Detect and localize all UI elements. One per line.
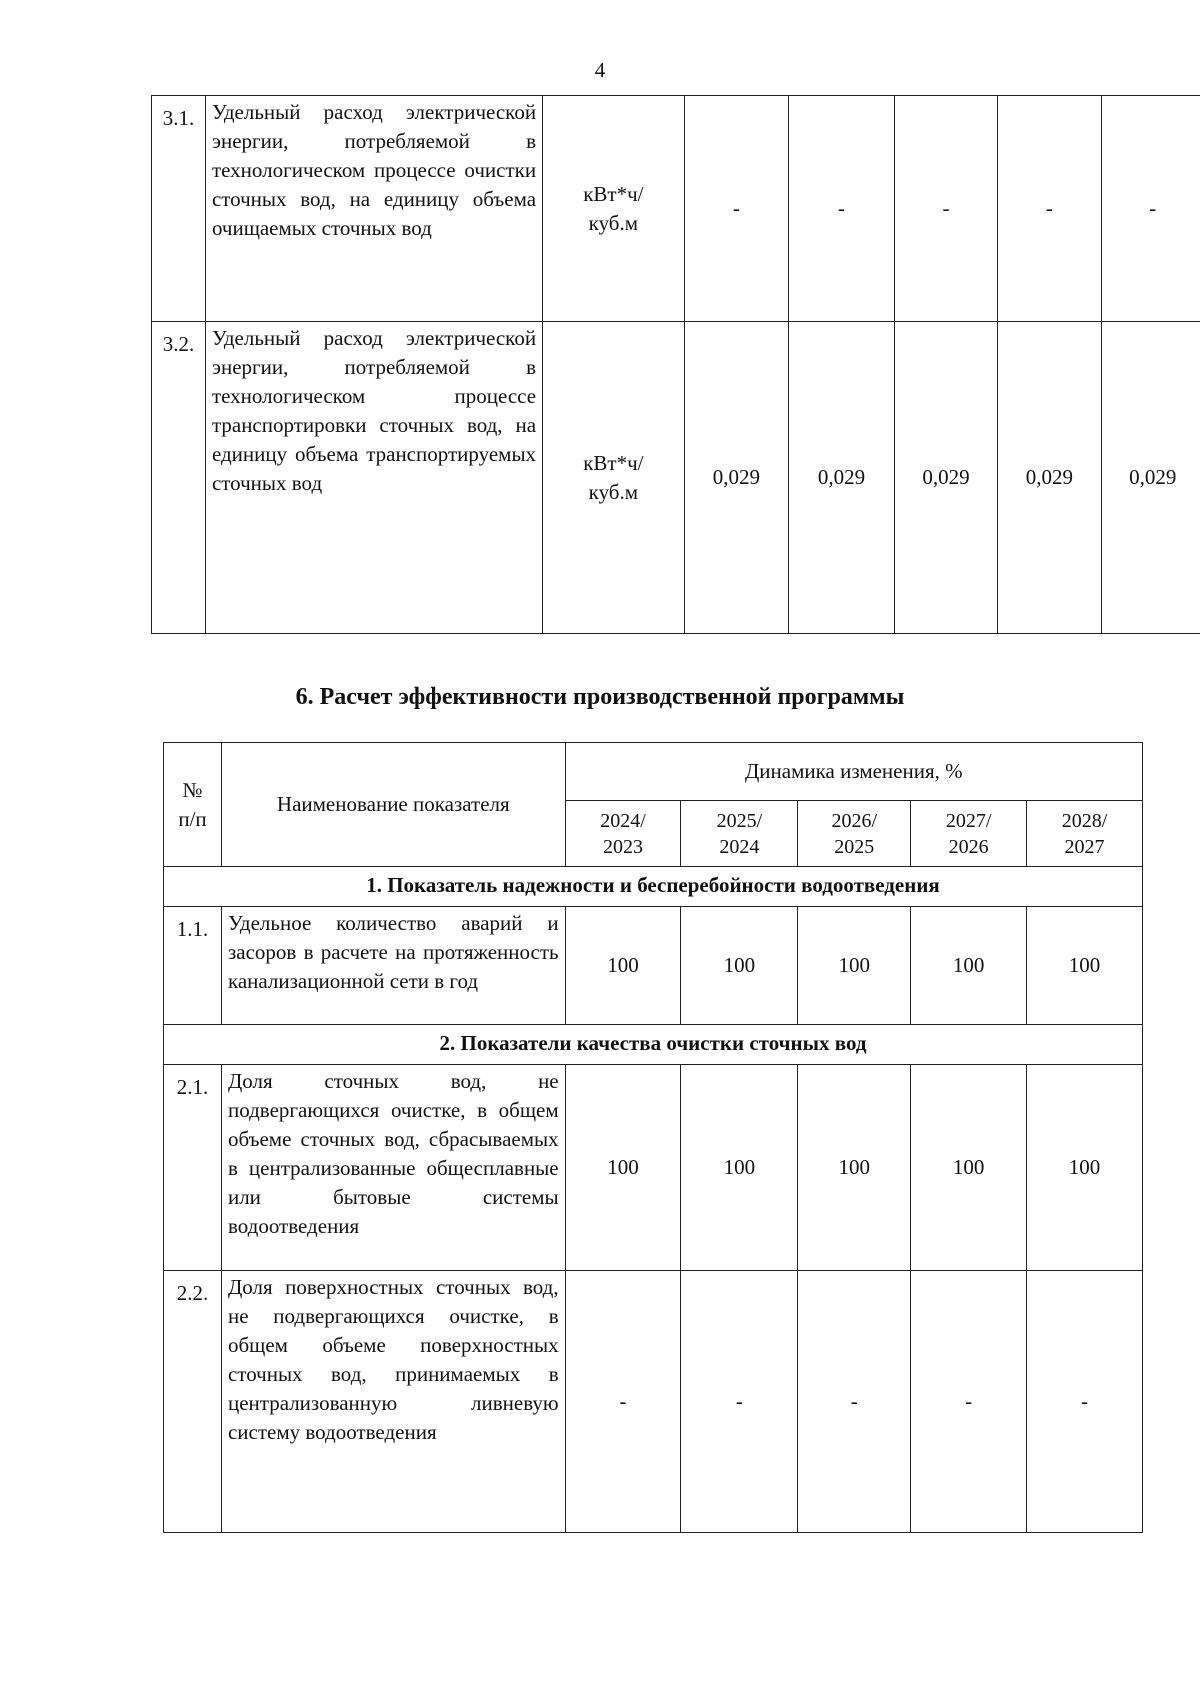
year-top: 2027/	[945, 809, 992, 832]
year-bottom: 2024	[719, 835, 760, 858]
value-cell: 100	[1027, 906, 1143, 1024]
value-cell: -	[998, 96, 1101, 322]
section-title: 6. Расчет эффективности производственной программы	[295, 684, 905, 710]
value-cell: 100	[681, 906, 798, 1024]
value-cell: 0,029	[998, 322, 1101, 634]
indicator-name: Удельный расход электрической энергии, потребляемой в технологическом процессе транспортировки сточных вод, на единицу объема транспортируемых сточных вод	[205, 322, 542, 634]
value-cell: 100	[798, 906, 911, 1024]
value-cell: 100	[565, 906, 681, 1024]
year-top: 2028/	[1061, 809, 1108, 832]
table-row	[152, 322, 1200, 634]
value-cell: -	[1101, 96, 1200, 322]
value-cell: 100	[681, 1064, 798, 1270]
value-cell: -	[798, 1270, 911, 1532]
table-row	[164, 1270, 1143, 1532]
year-top: 2026/	[831, 809, 878, 832]
energy-consumption-table	[151, 95, 1200, 634]
value-cell: -	[684, 96, 789, 322]
header-year	[565, 801, 681, 867]
value-cell: 100	[911, 906, 1027, 1024]
header-number-line: п/п	[178, 806, 207, 831]
year-bottom: 2025	[834, 835, 875, 858]
value-cell: -	[894, 96, 997, 322]
group-row	[164, 867, 1143, 907]
unit-line: куб.м	[588, 210, 639, 235]
value-cell: 100	[565, 1064, 681, 1270]
year-bottom: 2027	[1064, 835, 1105, 858]
value-cell: -	[565, 1270, 681, 1532]
header-year	[911, 801, 1027, 867]
group-row	[164, 1024, 1143, 1064]
header-year	[798, 801, 911, 867]
unit-line: кВт*ч/	[583, 181, 644, 206]
value-cell: 100	[1027, 1064, 1143, 1270]
header-number	[164, 743, 222, 867]
row-number: 3.1.	[152, 96, 206, 322]
year-bottom: 2023	[603, 835, 644, 858]
value-cell: 0,029	[894, 322, 997, 634]
year-bottom: 2026	[948, 835, 989, 858]
table-row	[164, 1064, 1143, 1270]
group-title: 1. Показатель надежности и бесперебойности водоотведения	[164, 867, 1143, 907]
row-number: 2.1.	[164, 1064, 222, 1270]
value-cell: 100	[798, 1064, 911, 1270]
value-cell: 100	[911, 1064, 1027, 1270]
unit-cell	[543, 96, 685, 322]
page-number: 4	[594, 58, 606, 82]
value-cell: -	[911, 1270, 1027, 1532]
value-cell: 0,029	[684, 322, 789, 634]
unit-cell	[543, 322, 685, 634]
group-title: 2. Показатели качества очистки сточных вод	[164, 1024, 1143, 1064]
indicator-name: Доля сточных вод, не подвергающихся очистке, в общем объеме сточных вод, сбрасываемых в централизованные общесплавные или бытовые системы водоотведения	[221, 1064, 565, 1270]
header-year	[681, 801, 798, 867]
table-row	[152, 96, 1200, 322]
row-number: 2.2.	[164, 1270, 222, 1532]
header-dynamics: Динамика изменения, %	[565, 743, 1142, 801]
indicator-name: Удельный расход электрической энергии, потребляемой в технологическом процессе очистки сточных вод, на единицу объема очищаемых сточных вод	[205, 96, 542, 322]
year-top: 2024/	[600, 809, 646, 832]
value-cell: -	[1027, 1270, 1143, 1532]
header-indicator-name: Наименование показателя	[221, 743, 565, 867]
value-cell: 0,029	[789, 322, 895, 634]
year-top: 2025/	[716, 809, 763, 832]
table-row	[164, 906, 1143, 1024]
unit-line: куб.м	[588, 479, 639, 504]
value-cell: -	[789, 96, 895, 322]
header-row	[164, 743, 1143, 801]
row-number: 3.2.	[152, 322, 206, 634]
efficiency-table	[163, 742, 1143, 1533]
unit-line: кВт*ч/	[583, 450, 644, 475]
indicator-name: Доля поверхностных сточных вод, не подвергающихся очистке, в общем объеме поверхностных сточных вод, принимаемых в централизованную ливневую систему водоотведения	[221, 1270, 565, 1532]
value-cell: -	[681, 1270, 798, 1532]
value-cell: 0,029	[1101, 322, 1200, 634]
row-number: 1.1.	[164, 906, 222, 1024]
indicator-name: Удельное количество аварий и засоров в расчете на протяженность канализационной сети в год	[221, 906, 565, 1024]
header-year	[1027, 801, 1143, 867]
header-number-line: №	[182, 777, 203, 802]
